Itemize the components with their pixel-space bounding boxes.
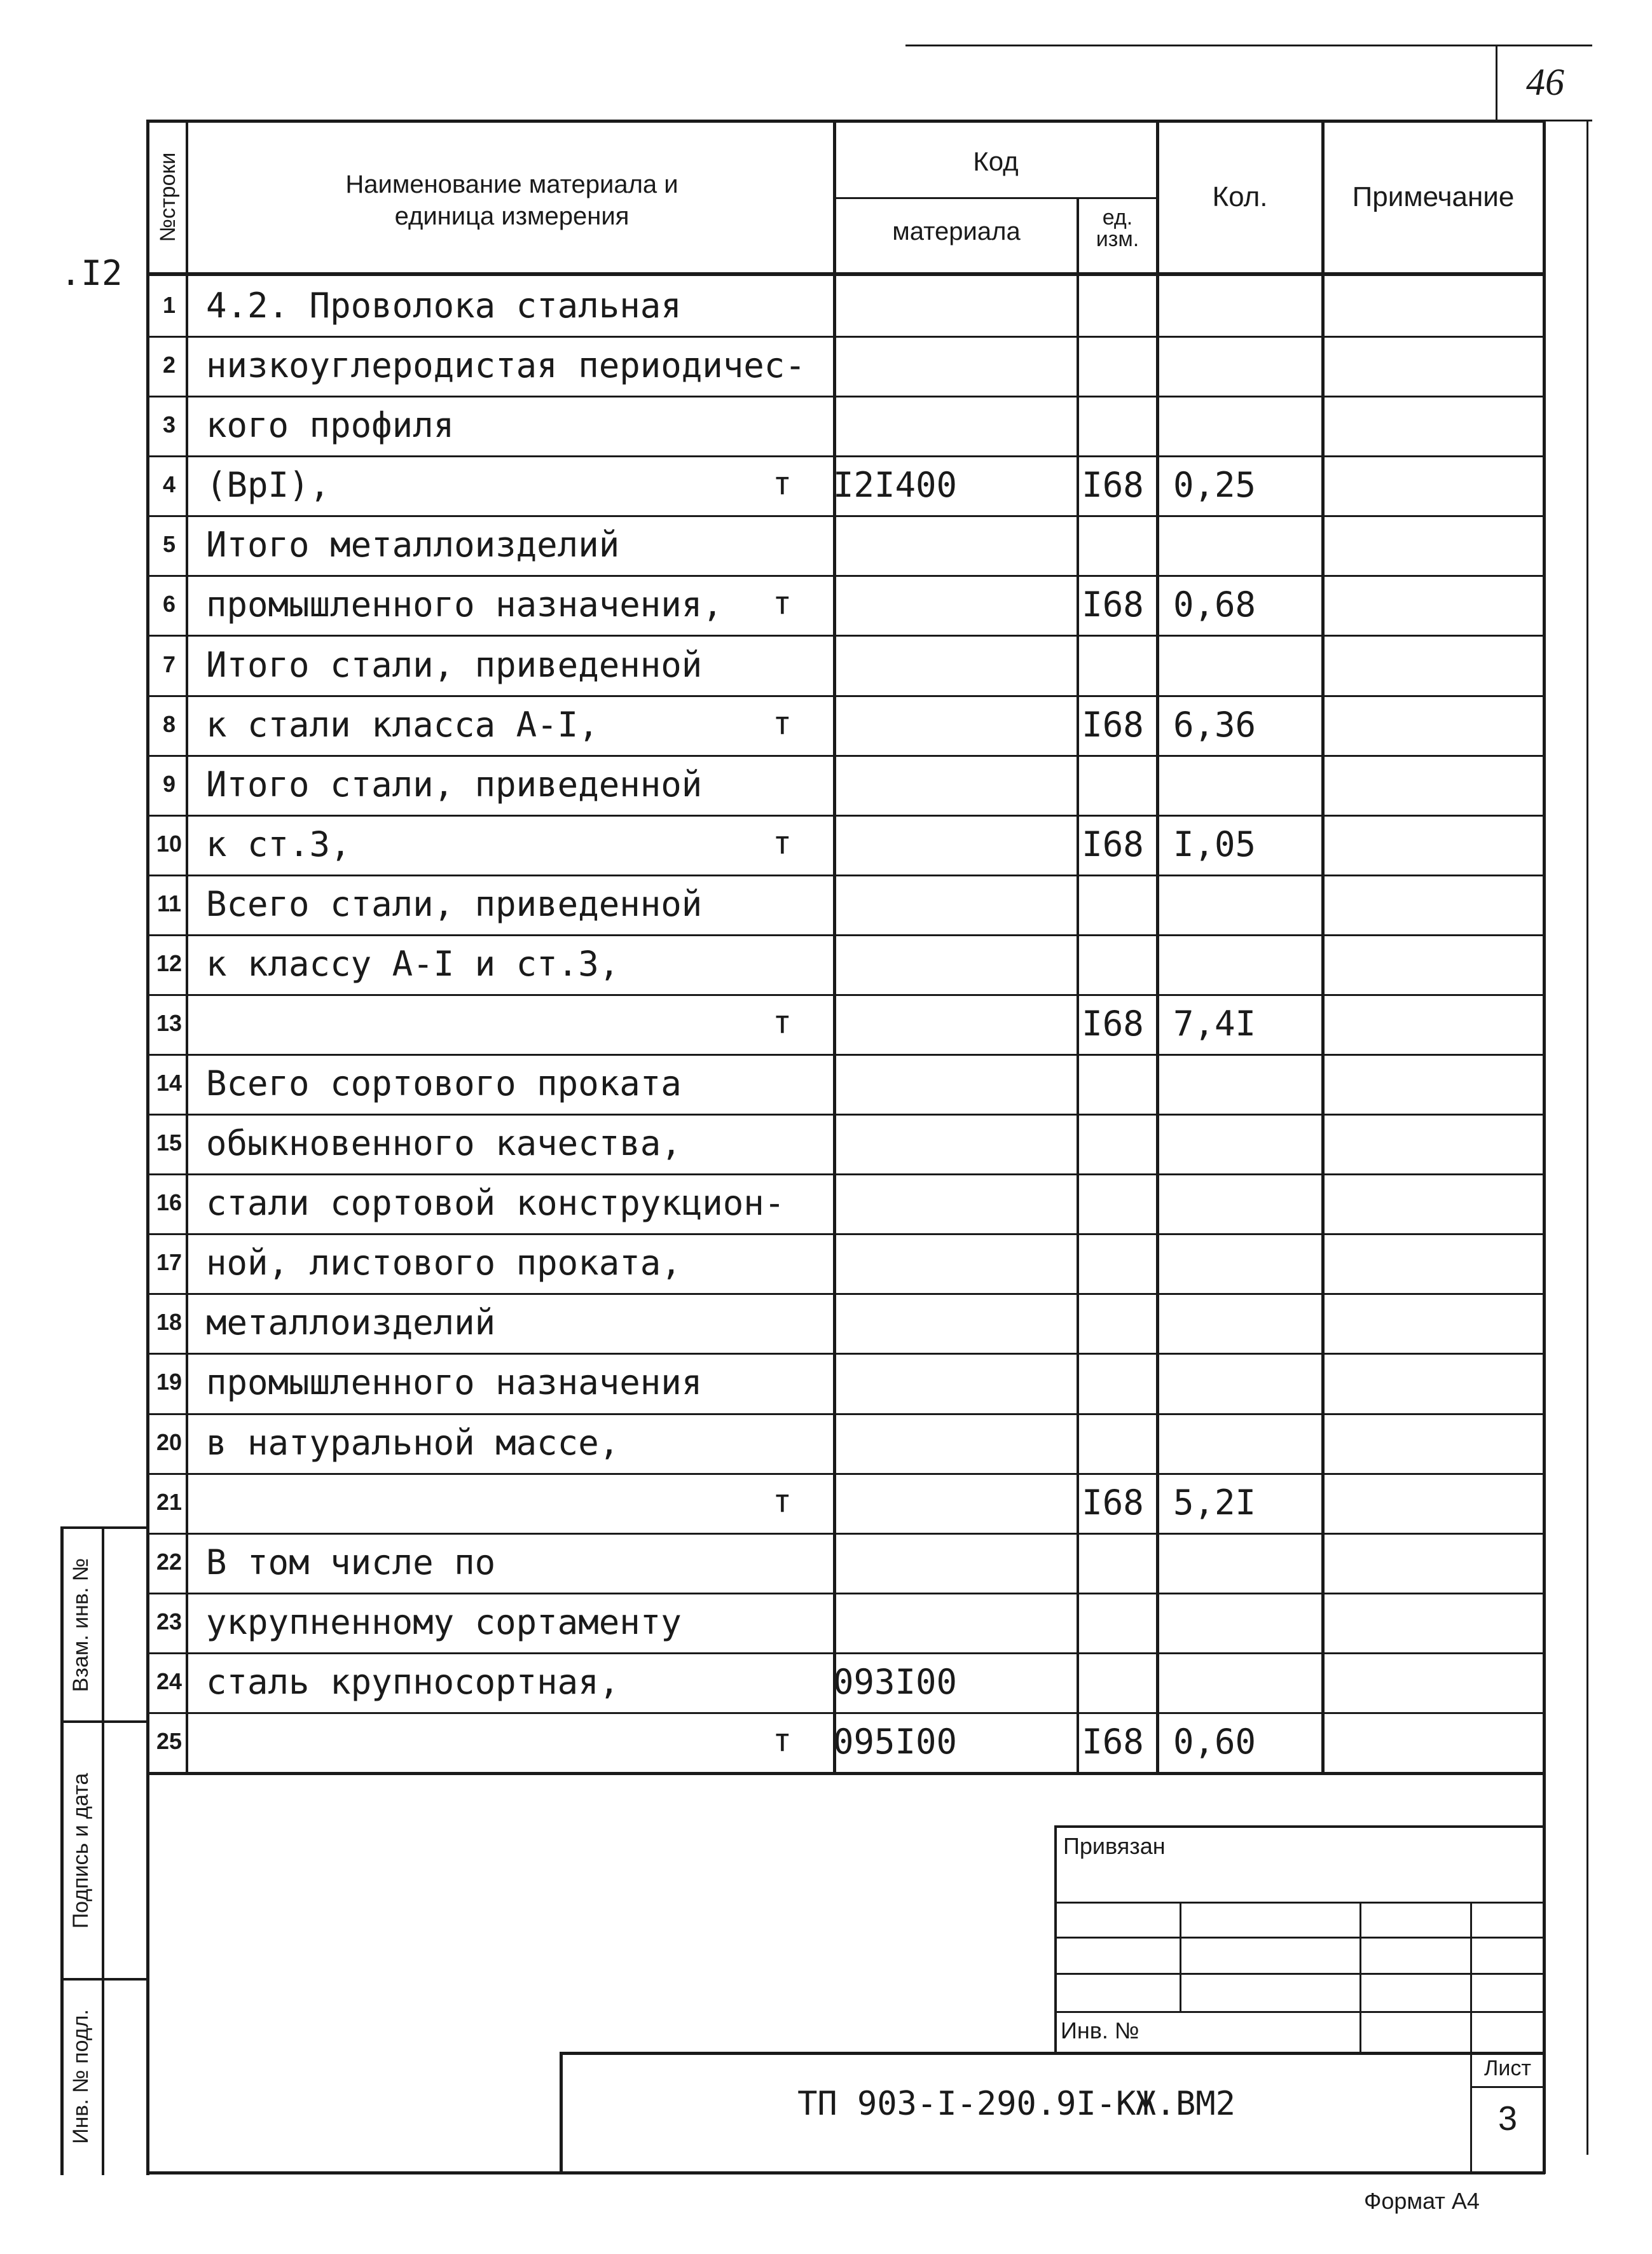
header-code-unit: ед. изм.	[1096, 205, 1139, 251]
row-name: Итого стали, приведенной	[206, 645, 703, 685]
top-rule	[905, 45, 1592, 46]
row-name: Итого стали, приведенной	[206, 764, 703, 805]
row-name: ной, листового проката,	[206, 1243, 682, 1283]
qty-col-border	[1321, 120, 1325, 1774]
ed-col-border	[1156, 120, 1159, 1774]
row-number: 19	[156, 1369, 182, 1395]
title-block-top	[560, 2052, 1545, 2055]
row-name: Итого металлоизделий	[206, 525, 620, 565]
row-rule	[148, 515, 1544, 517]
sheet-label-rule	[1470, 2086, 1544, 2088]
header-rownum: №строки	[156, 152, 180, 242]
side-field-inv-podl: Инв. № подл.	[69, 2009, 93, 2144]
row-name: промышленного назначения	[206, 1362, 703, 1402]
row-unit: т	[772, 705, 792, 742]
row-unit: т	[772, 1004, 792, 1041]
format-label: Формат А4	[1364, 2188, 1480, 2214]
row-number: 1	[162, 292, 176, 318]
side-field-vzam-inv: Взам. инв. №	[69, 1558, 93, 1692]
table-left-border	[146, 120, 149, 1774]
row-rule	[148, 1054, 1544, 1056]
row-number: 21	[156, 1489, 182, 1515]
row-number: 10	[156, 831, 182, 857]
stamp-top	[1054, 1825, 1544, 1828]
row-number: 25	[156, 1728, 182, 1754]
row-code-unit: I68	[1082, 1483, 1144, 1523]
row-number: 24	[156, 1668, 182, 1694]
row-number: 5	[162, 531, 176, 557]
row-name: 4.2. Проволока стальная	[206, 286, 682, 326]
row-name: к классу А-I и ст.3,	[206, 944, 620, 984]
header-note: Примечание	[1352, 181, 1515, 212]
row-number: 2	[162, 352, 176, 378]
row-code-unit: I68	[1082, 705, 1144, 745]
side-stamp-div2	[60, 1978, 146, 1981]
row-number: 12	[156, 950, 182, 976]
row-number: 8	[162, 711, 176, 737]
row-number: 15	[156, 1130, 182, 1156]
header-name: Наименование материала и единица измерения	[345, 170, 678, 230]
row-code-unit: I68	[1082, 1722, 1144, 1762]
row-rule	[148, 994, 1544, 996]
side-mark: .I2	[60, 253, 123, 293]
code-col-border	[1077, 197, 1079, 1774]
row-rule	[148, 755, 1544, 757]
row-rule	[148, 875, 1544, 876]
row-number: 17	[156, 1249, 182, 1275]
row-unit: т	[772, 1483, 792, 1519]
sheet-number: 3	[1497, 2099, 1518, 2138]
row-name: стали сортовой конструкцион-	[206, 1183, 785, 1223]
row-name: низкоуглеродистая периодичес-	[206, 345, 806, 385]
row-rule	[148, 1233, 1544, 1235]
row-number: 11	[156, 890, 182, 916]
code-subheader-rule	[836, 197, 1156, 199]
row-name: промышленного назначения,	[206, 584, 723, 625]
row-unit: т	[772, 584, 792, 621]
header-qty: Кол.	[1212, 181, 1268, 212]
row-rule	[148, 1353, 1544, 1355]
row-number: 3	[162, 411, 176, 438]
row-unit: т	[772, 824, 792, 861]
row-number: 7	[162, 651, 176, 677]
doc-code: ТП 903-I-290.9I-КЖ.ВМ2	[797, 2085, 1236, 2123]
row-name: обыкновенного качества,	[206, 1123, 682, 1163]
row-rule	[148, 1712, 1544, 1714]
row-name: в натуральной массе,	[206, 1423, 620, 1463]
row-code-unit: I68	[1082, 824, 1144, 864]
table-top-border	[146, 120, 1545, 123]
side-field-podpis-data: Подпись и дата	[69, 1773, 93, 1929]
row-code-material: 093I00	[833, 1662, 958, 1702]
header-code-group: Код	[973, 146, 1019, 176]
rownum-col-border	[186, 120, 188, 1774]
row-qty: 7,4I	[1173, 1004, 1256, 1044]
row-number: 23	[156, 1608, 182, 1635]
row-rule	[148, 1533, 1544, 1535]
table-bottom-border	[146, 1772, 1545, 1775]
row-number: 14	[156, 1070, 182, 1096]
row-name: к ст.3,	[206, 824, 351, 864]
row-code-unit: I68	[1082, 465, 1144, 505]
row-qty: 0,60	[1173, 1722, 1256, 1762]
row-code-material: I2I400	[833, 465, 958, 505]
row-name: сталь крупносортная,	[206, 1662, 620, 1702]
sheet-label: Лист	[1484, 2056, 1531, 2080]
side-stamp-div1	[60, 1720, 146, 1723]
side-stamp-left	[60, 1526, 64, 2175]
row-rule	[148, 1293, 1544, 1295]
row-name: (BpI),	[206, 465, 331, 505]
row-rule	[148, 1593, 1544, 1594]
row-name: кого профиля	[206, 405, 455, 445]
row-rule	[148, 1473, 1544, 1475]
header-bottom-rule	[146, 272, 1545, 276]
row-rule	[148, 934, 1544, 936]
row-rule	[148, 1173, 1544, 1175]
row-number: 4	[162, 471, 176, 497]
row-number: 13	[156, 1010, 182, 1036]
row-number: 9	[162, 771, 176, 797]
row-qty: I,05	[1173, 824, 1256, 864]
row-unit: т	[772, 1722, 792, 1759]
row-rule	[148, 815, 1544, 817]
row-name: металлоизделий	[206, 1303, 496, 1343]
row-number: 16	[156, 1189, 182, 1215]
row-qty: 0,68	[1173, 584, 1256, 625]
row-rule	[148, 635, 1544, 637]
row-name: укрупненному сортаменту	[206, 1602, 682, 1642]
row-qty: 0,25	[1173, 465, 1256, 505]
stamp-col2	[1359, 1902, 1361, 2054]
stamp-inv-no: Инв. №	[1061, 2017, 1139, 2043]
frame-left-lower	[146, 1772, 149, 2175]
row-name: В том числе по	[206, 1542, 496, 1582]
row-code-material: 095I00	[833, 1722, 958, 1762]
row-name: к стали класса А-I,	[206, 705, 599, 745]
side-stamp-right	[102, 1526, 104, 2175]
row-number: 6	[162, 591, 176, 617]
row-rule	[148, 1413, 1544, 1415]
frame-bottom	[146, 2171, 1545, 2174]
row-number: 22	[156, 1549, 182, 1575]
frame-right-border	[1543, 120, 1546, 2174]
row-rule	[148, 575, 1544, 577]
header-code-material: материала	[892, 218, 1021, 245]
name-col-border	[833, 120, 836, 1774]
row-name: Всего сортового проката	[206, 1063, 682, 1103]
row-qty: 5,2I	[1173, 1483, 1256, 1523]
stamp-col3	[1470, 1902, 1472, 2174]
row-qty: 6,36	[1173, 705, 1256, 745]
row-rule	[148, 396, 1544, 398]
row-rule	[148, 695, 1544, 697]
stamp-left	[1054, 1825, 1057, 2054]
row-code-unit: I68	[1082, 584, 1144, 625]
outer-right-rule	[1587, 120, 1588, 2155]
row-rule	[148, 336, 1544, 338]
page-number: 46	[1526, 61, 1564, 103]
row-rule	[148, 1652, 1544, 1654]
row-number: 18	[156, 1309, 182, 1335]
stamp-privyazan: Привязан	[1063, 1833, 1166, 1859]
side-stamp-top	[60, 1526, 146, 1529]
stamp-col1	[1180, 1902, 1181, 2011]
row-name: Всего стали, приведенной	[206, 884, 703, 924]
page-number-box-left	[1496, 45, 1497, 121]
row-rule	[148, 455, 1544, 457]
row-code-unit: I68	[1082, 1004, 1144, 1044]
row-rule	[148, 1114, 1544, 1116]
row-number: 20	[156, 1429, 182, 1455]
row-unit: т	[772, 465, 792, 502]
